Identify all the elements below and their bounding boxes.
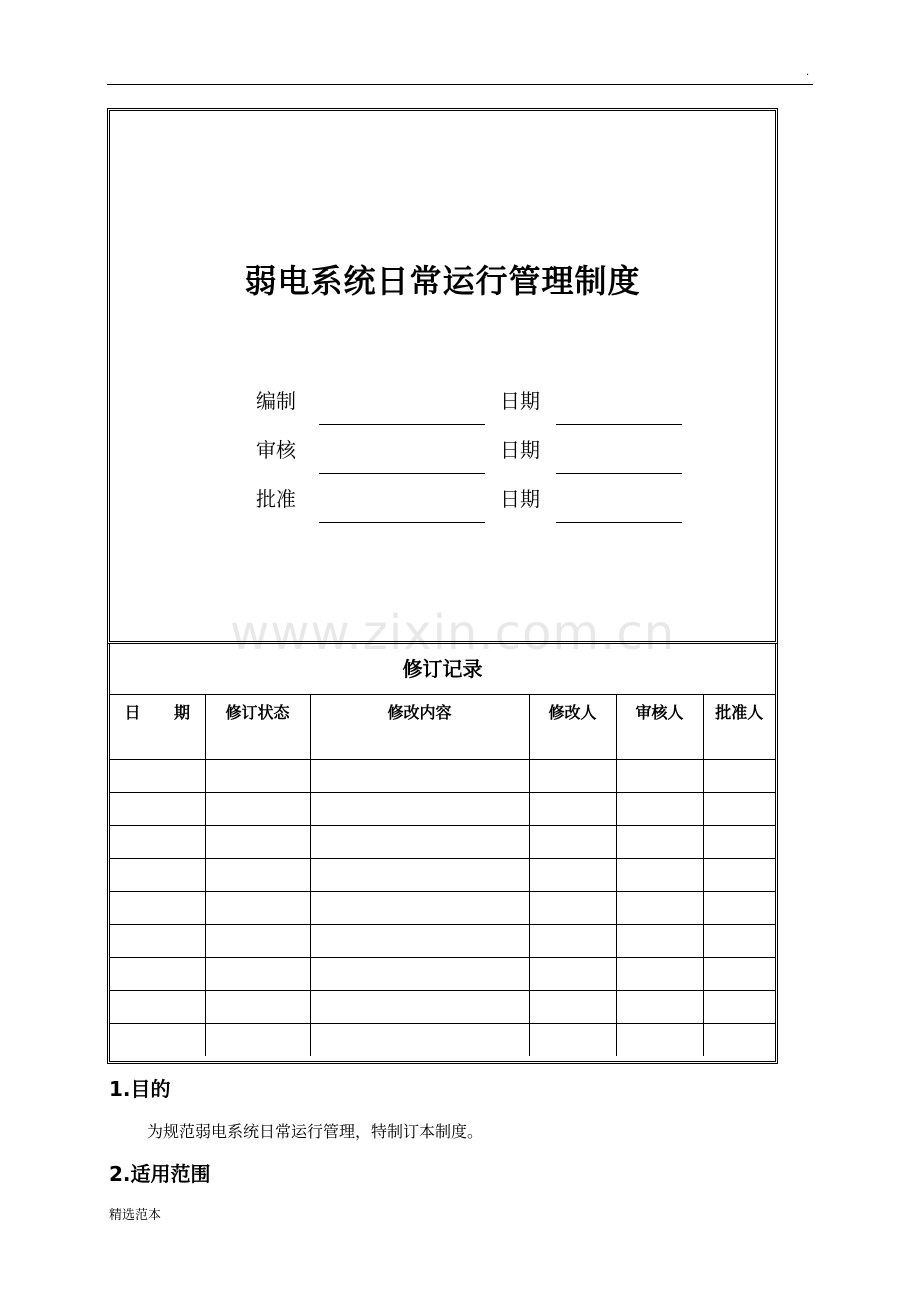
table-cell bbox=[529, 760, 616, 793]
table-cell bbox=[205, 793, 310, 826]
table-cell bbox=[529, 925, 616, 958]
table-row bbox=[110, 1024, 775, 1057]
column-header-status: 修订状态 bbox=[205, 695, 310, 727]
footer-text: 精选范本 bbox=[109, 1208, 162, 1223]
table-cell bbox=[703, 991, 775, 1024]
revision-record bbox=[107, 644, 778, 1064]
signoff-line-review bbox=[319, 473, 485, 474]
column-header-content: 修改内容 bbox=[310, 695, 529, 727]
table-cell bbox=[310, 892, 529, 925]
table-cell bbox=[703, 1024, 775, 1057]
table-cell bbox=[529, 1024, 616, 1057]
table-cell bbox=[310, 991, 529, 1024]
document-title: 弱电系统日常运行管理制度 bbox=[244, 262, 641, 300]
table-cell bbox=[110, 991, 205, 1024]
table-cell bbox=[205, 859, 310, 892]
table-cell bbox=[310, 727, 529, 760]
table-cell bbox=[529, 727, 616, 760]
column-header-modifier: 修改人 bbox=[529, 695, 616, 727]
table-cell bbox=[616, 727, 703, 760]
table-cell bbox=[110, 1024, 205, 1057]
table-cell bbox=[310, 793, 529, 826]
column-header-reviewer: 审核人 bbox=[616, 695, 703, 727]
table-cell bbox=[205, 991, 310, 1024]
table-cell bbox=[205, 760, 310, 793]
table-cell bbox=[529, 958, 616, 991]
section-heading-scope: 2.适用范围 bbox=[109, 1162, 211, 1186]
table-cell bbox=[310, 760, 529, 793]
table-cell bbox=[110, 892, 205, 925]
signoff-label-approve: 批准 bbox=[256, 487, 296, 511]
table-cell bbox=[110, 925, 205, 958]
table-cell bbox=[310, 859, 529, 892]
signoff-date-label-review: 日期 bbox=[500, 438, 540, 462]
revision-table-body bbox=[110, 727, 775, 1056]
table-cell bbox=[616, 958, 703, 991]
revision-record-title: 修订记录 bbox=[402, 657, 483, 681]
table-cell bbox=[703, 793, 775, 826]
table-cell bbox=[703, 760, 775, 793]
signoff-line-compile bbox=[319, 424, 485, 425]
table-cell bbox=[110, 859, 205, 892]
table-cell bbox=[205, 892, 310, 925]
revision-header-row bbox=[110, 695, 775, 727]
table-cell bbox=[703, 925, 775, 958]
table-cell bbox=[110, 793, 205, 826]
table-cell bbox=[205, 1024, 310, 1057]
table-cell bbox=[110, 826, 205, 859]
table-cell bbox=[703, 826, 775, 859]
table-cell bbox=[310, 958, 529, 991]
table-cell bbox=[616, 760, 703, 793]
table-row bbox=[110, 892, 775, 925]
table-cell bbox=[205, 958, 310, 991]
table-row bbox=[110, 925, 775, 958]
section-heading-purpose: 1.目的 bbox=[109, 1077, 171, 1101]
table-cell bbox=[205, 727, 310, 760]
table-row bbox=[110, 958, 775, 991]
table-row bbox=[110, 991, 775, 1024]
header-mark: . bbox=[806, 67, 810, 78]
watermark: www.zixin.com.cn bbox=[230, 605, 676, 661]
signoff-date-label-approve: 日期 bbox=[500, 487, 540, 511]
table-cell bbox=[616, 892, 703, 925]
table-cell bbox=[616, 1024, 703, 1057]
table-row bbox=[110, 727, 775, 760]
signoff-date-label-compile: 日期 bbox=[500, 389, 540, 413]
table-cell bbox=[703, 727, 775, 760]
table-cell bbox=[703, 892, 775, 925]
table-cell bbox=[529, 859, 616, 892]
table-row bbox=[110, 760, 775, 793]
table-row bbox=[110, 826, 775, 859]
header-rule bbox=[107, 84, 813, 85]
table-cell bbox=[529, 991, 616, 1024]
revision-table bbox=[110, 695, 775, 1056]
table-cell bbox=[616, 925, 703, 958]
signoff-line-approve bbox=[319, 522, 485, 523]
table-cell bbox=[110, 727, 205, 760]
table-cell bbox=[205, 826, 310, 859]
table-cell bbox=[616, 991, 703, 1024]
table-row bbox=[110, 793, 775, 826]
column-header-date: 日 期 bbox=[110, 695, 205, 727]
table-cell bbox=[703, 958, 775, 991]
table-row bbox=[110, 859, 775, 892]
table-cell bbox=[703, 859, 775, 892]
table-cell bbox=[529, 892, 616, 925]
table-cell bbox=[310, 1024, 529, 1057]
table-cell bbox=[529, 793, 616, 826]
table-cell bbox=[310, 925, 529, 958]
column-header-approver: 批准人 bbox=[703, 695, 775, 727]
table-cell bbox=[110, 760, 205, 793]
table-cell bbox=[616, 826, 703, 859]
cover-box bbox=[107, 108, 778, 644]
signoff-date-line-compile bbox=[556, 424, 682, 425]
table-cell bbox=[616, 859, 703, 892]
table-cell bbox=[310, 826, 529, 859]
table-cell bbox=[110, 958, 205, 991]
table-cell bbox=[529, 826, 616, 859]
signoff-label-review: 审核 bbox=[256, 438, 296, 462]
table-cell bbox=[616, 793, 703, 826]
signoff-date-line-review bbox=[556, 473, 682, 474]
table-cell bbox=[205, 925, 310, 958]
section-body-purpose: 为规范弱电系统日常运行管理，特制订本制度。 bbox=[147, 1122, 484, 1141]
signoff-label-compile: 编制 bbox=[256, 389, 296, 413]
signoff-date-line-approve bbox=[556, 522, 682, 523]
